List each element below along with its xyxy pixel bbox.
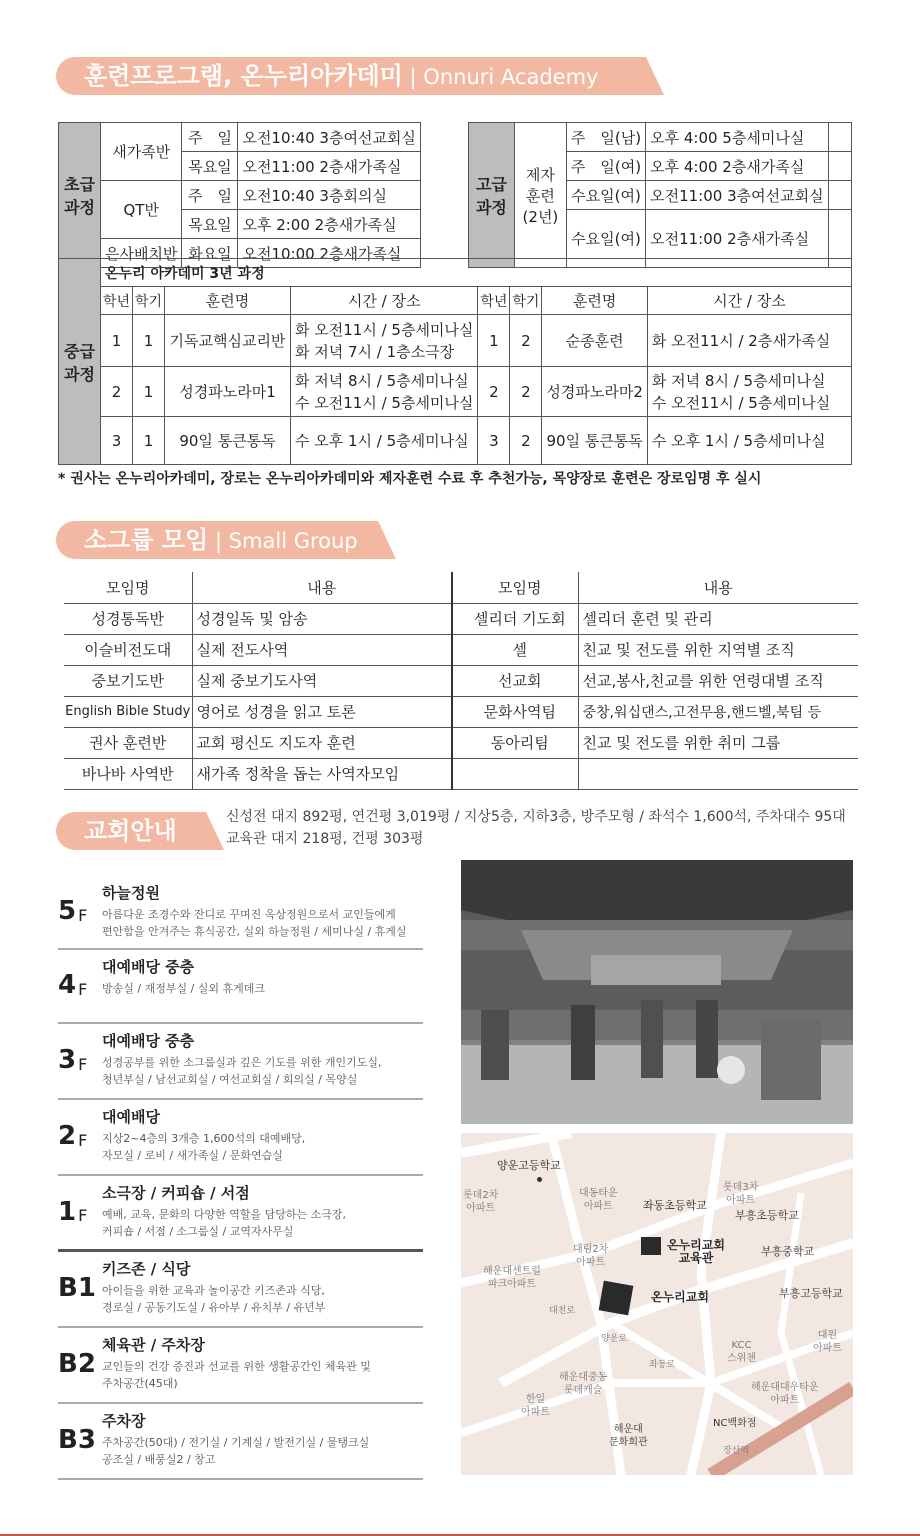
map-label: 한일 아파트 bbox=[521, 1394, 550, 1418]
onnuri-church-label: 온누리교회 bbox=[651, 1290, 709, 1304]
floor-number: 4 F bbox=[58, 970, 88, 1000]
gift-class-name: 은사배치반 bbox=[101, 239, 182, 268]
map-label: 좌동로 bbox=[649, 1360, 676, 1370]
training-section-header bbox=[56, 57, 646, 95]
basic-course-label: 초급 과정 bbox=[59, 123, 101, 268]
location-map bbox=[461, 1133, 853, 1475]
map-label: 해운대 문화회관 bbox=[609, 1424, 648, 1448]
floor-3f: 3 F 대예배당 중층 성경공부를 위한 소그룹실과 깊은 기도를 위한 개인기도실, 청년부실 / 남선교회실 / 여선교회실 / 회의실 / 목양실 bbox=[58, 1024, 423, 1100]
floor-4f: 4 F 대예배당 중층 방송실 / 재정부실 / 실외 휴게데크 bbox=[58, 950, 423, 1024]
table-row: 중보기도반 실제 중보기도사역 선교회 선교,봉사,친교를 위한 연령대별 조직 bbox=[64, 665, 858, 696]
table-gap bbox=[420, 123, 468, 268]
floor-number: 2 F bbox=[58, 1121, 88, 1151]
middle-row: 1 1 기독교핵심교리반 화 오전11시 / 5층세미나실 화 저녁 7시 / 1층소극장 1 2 순종훈련 화 오전11시 / 2층새가족실 bbox=[59, 315, 852, 367]
map-label: 부흥고등학교 bbox=[779, 1287, 843, 1300]
map-label: KCC 스위첸 bbox=[727, 1340, 756, 1364]
advanced-course-name: 제자 훈련 (2년) bbox=[514, 123, 566, 268]
map-label: 좌동초등학교 bbox=[643, 1199, 707, 1212]
floor-2f: 2 F 대예배당 지상2~4층의 3개층 1,600석의 대예배당, 자모실 / 로비 / 새가족실 / 문화연습실 bbox=[58, 1100, 423, 1176]
middle-course-label: 중급 과정 bbox=[59, 259, 101, 465]
map-label: 장산역 bbox=[723, 1446, 750, 1456]
map-label: 양운고등학교 bbox=[497, 1159, 561, 1172]
church-info-header: 교회안내 bbox=[56, 812, 206, 850]
small-group-table: 모임명 내용 모임명 내용 성경통독반 성경일독 및 암송 셀리더 기도회 셀리더 훈련 및 관리 이슬비전도대 실제 전도사역 셀 친교 및 전도를 위한 지역별 조직 중보기도반 실제 중보기도사역 선교회 선교,봉사,친교를 위한 연령대별 조직 English Bible Study 영어로 성경을 읽고 토론 문화사역팀 중창,워십댄스,고전무용,핸드벨,북팀 등 권사 훈련반 교회 평신도 지도자 훈련 동아리팀 친교 및 전도를 위한 취미 그룹 바나바 사역반 새가족 정착을 돕는 사역자모임 bbox=[64, 572, 858, 790]
academy-title: 온누리 아카데미 3년 과정 bbox=[101, 259, 852, 287]
church-info-text: 신성전 대지 892평, 연건평 3,019평 / 지상5층, 지하3층, 방주모형 / 좌석수 1,600석, 주차대수 95대 교육관 대지 218평, 건평 303평 bbox=[226, 809, 846, 847]
basic-advanced-table: 초급 과정 새가족반 주 일 오전10:40 3층여선교회실 고급 과정 제자 훈련 (2년) 주 일(남) 오후 4:00 5층세미나실 목요일 오전11:00 2층새가족실 주 일(여) 오후 4:00 2층새가족실 QT반 주 일 오전10:40 3층회의실 수요일(여) 오전11:00 3층여선교회실 목요일 오후 2:00 2층새가족실 수요일(여) 오전11:00 2층새가족실 은사배치반 화요일 오전10:00 2층새가족실 bbox=[58, 122, 852, 268]
sanctuary-illustration bbox=[461, 860, 853, 1124]
map-label: 양운로 bbox=[601, 1334, 628, 1344]
map-label: 해운대센트럴 파크아파트 bbox=[483, 1266, 541, 1290]
floor-number: 1 F bbox=[58, 1196, 88, 1227]
table-row: 성경통독반 성경일독 및 암송 셀리더 기도회 셀리더 훈련 및 관리 bbox=[64, 603, 858, 634]
map-roads bbox=[461, 1133, 853, 1475]
table-row: 이슬비전도대 실제 전도사역 셀 친교 및 전도를 위한 지역별 조직 bbox=[64, 634, 858, 665]
map-label: NC백화점 bbox=[713, 1418, 757, 1429]
map-label: 대원 아파트 bbox=[813, 1330, 842, 1354]
map-marker bbox=[537, 1177, 542, 1182]
floor-5f: 5 F 하늘정원 아름다운 조경수와 잔디로 꾸며진 옥상정원으로서 교인들에게 편안함을 안겨주는 휴식공간, 실외 하늘정원 / 세미나실 / 휴게실 bbox=[58, 876, 423, 950]
map-label: 롯데2차 아파트 bbox=[463, 1190, 499, 1214]
small-group-header-main: 소그룹 모임 bbox=[84, 526, 209, 554]
table-row: 권사 훈련반 교회 평신도 지도자 훈련 동아리팀 친교 및 전도를 위한 취미 그룹 bbox=[64, 727, 858, 758]
floor-number: B 3 bbox=[58, 1425, 96, 1455]
basic-class-name: 새가족반 bbox=[101, 123, 182, 181]
floor-b1: B 1 키즈존 / 식당 아이들을 위한 교육과 놀이공간 키즈존과 식당, 경로실 / 공동기도실 / 유아부 / 유치부 / 유년부 bbox=[58, 1252, 423, 1328]
floor-number: B 2 bbox=[58, 1349, 96, 1379]
floor-number: 5 F bbox=[58, 896, 88, 926]
floor-number: B 1 bbox=[58, 1273, 96, 1303]
map-label: 대동타운 아파트 bbox=[579, 1188, 618, 1212]
qt-class-name: QT반 bbox=[101, 181, 182, 239]
map-label: 롯데3차 아파트 bbox=[723, 1182, 759, 1206]
floor-b2: B 2 체육관 / 주차장 교인들의 건강 증진과 선교를 위한 생활공간인 체육관 및 주차공간(45대) bbox=[58, 1328, 423, 1404]
floor-directory bbox=[58, 876, 423, 1480]
table-row: 바나바 사역반 새가족 정착을 돕는 사역자모임 bbox=[64, 758, 858, 789]
map-label: 해운대대우타운 아파트 bbox=[751, 1382, 819, 1406]
sanctuary-photo bbox=[461, 860, 853, 1124]
middle-row: 3 1 90일 통큰통독 수 오후 1시 / 5층세미나실 3 2 90일 통큰통독 수 오후 1시 / 5층세미나실 bbox=[59, 417, 852, 465]
floor-number: 3 F bbox=[58, 1045, 88, 1075]
advanced-course-label: 고급 과정 bbox=[468, 123, 514, 268]
table-row: English Bible Study 영어로 성경을 읽고 토론 문화사역팀 중창,워십댄스,고전무용,핸드벨,북팀 등 bbox=[64, 696, 858, 727]
small-group-header-sub: | Small Group bbox=[208, 529, 358, 553]
middle-row: 2 1 성경파노라마1 화 저녁 8시 / 5층세미나실 수 오전11시 / 5층세미나실 2 2 성경파노라마2 화 저녁 8시 / 5층세미나실 수 오전11시 / 5층세미나실 bbox=[59, 367, 852, 417]
map-label: 대천로 bbox=[549, 1306, 576, 1316]
training-note: * 권사는 온누리아카데미, 장로는 온누리아카데미와 제자훈련 수료 후 추천가능, 목양장로 훈련은 장로임명 후 실시 bbox=[58, 471, 762, 487]
middle-course-table: 중급 과정 온누리 아카데미 3년 과정 학년 학기 훈련명 시간 / 장소 학년 학기 훈련명 시간 / 장소 1 1 기독교핵심교리반 화 오전11시 / 5층세미나실 화 저녁 7시 / 1층소극장 1 2 순종훈련 화 오전11시 / 2층새가족실 2 1 성경파노라마1 화 저녁 8시 / 5층세미나실 수 오전11시 / 5층세미나실 2 2 성경파노라마2 화 저녁 8시 / 5층세미나실 수 오전11시 / 5층세미나실 3 1 90일 통큰통독 수 오후 1시 / 5층세미나실 3 2 90일 통큰통독 수 오후 1시 / 5층세미나실 bbox=[58, 258, 852, 465]
map-label: 해운대중동 롯데캐슬 bbox=[559, 1372, 608, 1396]
floor-1f: 1 F 소극장 / 커피숍 / 서점 예배, 교육, 문화의 다양한 역할을 담당하는 소극장, 커피숍 / 서점 / 소그룹실 / 교역자사무실 bbox=[58, 1176, 423, 1252]
map-label: 부흥중학교 bbox=[761, 1245, 815, 1258]
small-group-section-header bbox=[56, 521, 378, 559]
map-label: 대림2차 아파트 bbox=[573, 1244, 609, 1268]
training-header-main: 훈련프로그램, 온누리아카데미 bbox=[84, 62, 403, 90]
training-header-sub: | Onnuri Academy bbox=[402, 65, 599, 89]
floor-b3: B 3 주차장 주차공간(50대) / 전기실 / 기계실 / 발전기실 / 물탱크실 공조실 / 배풍실2 / 창고 bbox=[58, 1404, 423, 1480]
onnuri-edu-label: 온누리교회 교육관 bbox=[667, 1238, 725, 1265]
map-label: 부흥초등학교 bbox=[735, 1209, 799, 1222]
